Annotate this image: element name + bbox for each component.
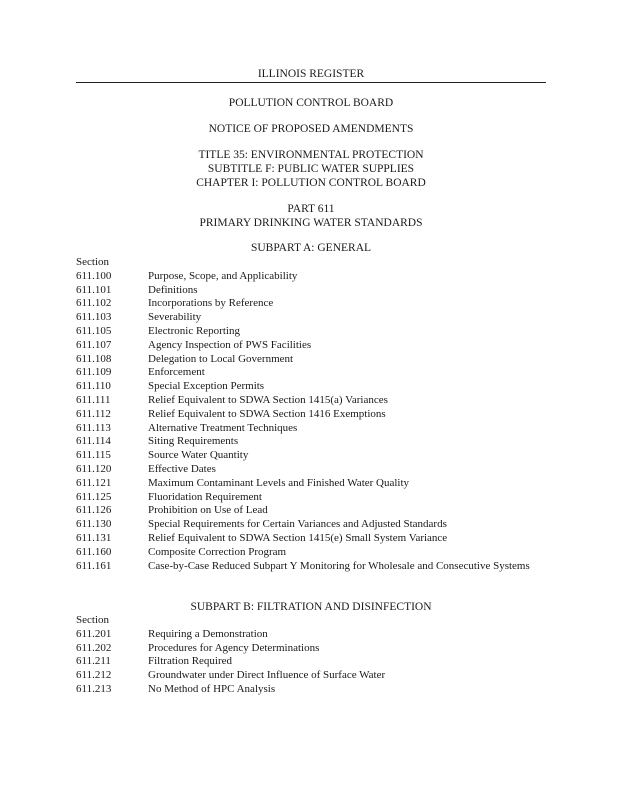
section-title: Effective Dates bbox=[148, 462, 216, 475]
table-row bbox=[76, 655, 546, 669]
subpart-b-heading: SUBPART B: FILTRATION AND DISINFECTION bbox=[190, 601, 432, 613]
section-number: 611.111 bbox=[76, 393, 111, 406]
section-number: 611.121 bbox=[76, 476, 112, 489]
table-row bbox=[76, 408, 546, 422]
table-row bbox=[76, 435, 546, 449]
section-number: 611.107 bbox=[76, 338, 112, 351]
subpart-a-heading: SUBPART A: GENERAL bbox=[250, 242, 372, 254]
subpart-b-section-list bbox=[76, 614, 546, 697]
section-title: Electronic Reporting bbox=[148, 324, 240, 337]
section-number: 611.103 bbox=[76, 311, 112, 324]
table-row bbox=[76, 394, 546, 408]
section-title: Prohibition on Use of Lead bbox=[148, 504, 268, 517]
table-row bbox=[76, 477, 546, 491]
section-number: 611.126 bbox=[76, 504, 112, 517]
register-header: ILLINOIS REGISTER bbox=[76, 67, 546, 83]
board-name: POLLUTION CONTROL BOARD bbox=[228, 97, 394, 109]
section-title: Relief Equivalent to SDWA Section 1416 Exemptions bbox=[148, 407, 386, 420]
section-title: Incorporations by Reference bbox=[148, 297, 274, 310]
subpart-a-section-list bbox=[76, 256, 546, 573]
section-title: Siting Requirements bbox=[148, 435, 239, 448]
notice-title: NOTICE OF PROPOSED AMENDMENTS bbox=[208, 123, 414, 135]
section-title: Filtration Required bbox=[148, 655, 233, 668]
table-row bbox=[76, 366, 546, 380]
table-row bbox=[76, 449, 546, 463]
table-row bbox=[76, 642, 546, 656]
section-column-label: Section bbox=[76, 614, 109, 626]
table-row bbox=[76, 339, 546, 353]
section-number: 611.113 bbox=[76, 421, 111, 434]
section-number: 611.105 bbox=[76, 324, 112, 337]
section-number: 611.160 bbox=[76, 545, 112, 558]
section-number: 611.161 bbox=[76, 559, 112, 572]
table-row bbox=[76, 683, 546, 697]
table-row bbox=[76, 380, 546, 394]
subtitle-line: SUBTITLE F: PUBLIC WATER SUPPLIES bbox=[207, 163, 415, 175]
section-number: 611.115 bbox=[76, 449, 111, 462]
section-title: Enforcement bbox=[148, 366, 205, 379]
section-title: Composite Correction Program bbox=[148, 545, 287, 558]
section-title: Relief Equivalent to SDWA Section 1415(e) Small System Variance bbox=[148, 531, 448, 544]
table-row bbox=[76, 560, 546, 574]
section-title: Alternative Treatment Techniques bbox=[148, 421, 298, 434]
section-number: 611.108 bbox=[76, 352, 112, 365]
table-row bbox=[76, 518, 546, 532]
title-line: TITLE 35: ENVIRONMENTAL PROTECTION bbox=[198, 149, 424, 161]
table-row bbox=[76, 311, 546, 325]
table-row bbox=[76, 628, 546, 642]
section-title: Severability bbox=[148, 311, 202, 324]
section-number: 611.202 bbox=[76, 641, 112, 654]
section-number: 611.131 bbox=[76, 531, 112, 544]
section-number: 611.101 bbox=[76, 283, 112, 296]
section-title: Relief Equivalent to SDWA Section 1415(a) Variances bbox=[148, 393, 388, 406]
section-number: 611.201 bbox=[76, 627, 112, 640]
section-number: 611.212 bbox=[76, 669, 112, 682]
section-number: 611.110 bbox=[76, 380, 111, 393]
section-number: 611.125 bbox=[76, 490, 112, 503]
table-row bbox=[76, 669, 546, 683]
section-number: 611.120 bbox=[76, 462, 112, 475]
table-row bbox=[76, 463, 546, 477]
section-title: Special Requirements for Certain Variances and Adjusted Standards bbox=[148, 518, 447, 531]
section-title: Purpose, Scope, and Applicability bbox=[148, 269, 298, 282]
chapter-line: CHAPTER I: POLLUTION CONTROL BOARD bbox=[196, 177, 426, 189]
table-row bbox=[76, 491, 546, 505]
table-row bbox=[76, 546, 546, 560]
section-title: Special Exception Permits bbox=[148, 380, 265, 393]
section-title: Delegation to Local Government bbox=[148, 352, 294, 365]
title-block bbox=[76, 148, 546, 190]
table-row bbox=[76, 422, 546, 436]
section-number: 611.100 bbox=[76, 269, 112, 282]
section-number: 611.109 bbox=[76, 366, 112, 379]
section-number: 611.102 bbox=[76, 297, 112, 310]
section-title: Source Water Quantity bbox=[148, 449, 249, 462]
section-title: Procedures for Agency Determinations bbox=[148, 641, 320, 654]
section-number: 611.114 bbox=[76, 435, 111, 448]
section-title: Fluoridation Requirement bbox=[148, 490, 262, 503]
part-number: PART 611 bbox=[287, 203, 335, 215]
section-column-label: Section bbox=[76, 256, 109, 268]
table-row bbox=[76, 532, 546, 546]
section-title: Groundwater under Direct Influence of Surface Water bbox=[148, 669, 386, 682]
section-title: Agency Inspection of PWS Facilities bbox=[148, 338, 312, 351]
section-number: 611.211 bbox=[76, 655, 111, 668]
section-title: Case-by-Case Reduced Subpart Y Monitoring for Wholesale and Consecutive Systems bbox=[148, 559, 530, 572]
table-row bbox=[76, 353, 546, 367]
section-number: 611.130 bbox=[76, 518, 112, 531]
section-title: No Method of HPC Analysis bbox=[148, 682, 276, 695]
section-number: 611.213 bbox=[76, 682, 112, 695]
table-row bbox=[76, 504, 546, 518]
section-title: Maximum Contaminant Levels and Finished Water Quality bbox=[148, 476, 410, 489]
section-number: 611.112 bbox=[76, 407, 111, 420]
table-row bbox=[76, 325, 546, 339]
table-row bbox=[76, 284, 546, 298]
section-title: Requiring a Demonstration bbox=[148, 627, 268, 640]
table-row bbox=[76, 297, 546, 311]
table-row bbox=[76, 270, 546, 284]
section-title: Definitions bbox=[148, 283, 198, 296]
part-name: PRIMARY DRINKING WATER STANDARDS bbox=[199, 217, 423, 229]
part-block bbox=[76, 202, 546, 230]
